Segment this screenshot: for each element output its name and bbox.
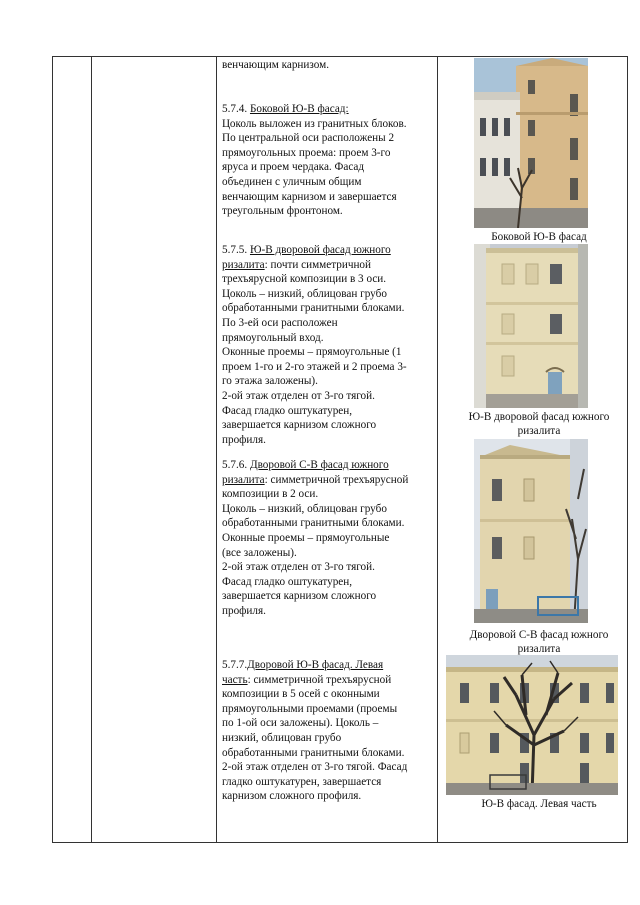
section-line: прямоугольный вход. <box>222 331 324 344</box>
table-border-col2 <box>91 56 92 843</box>
section-line: профиля. <box>222 604 266 617</box>
section-number: 5.7.7. <box>222 659 248 671</box>
section-line: низкий, облицован грубо <box>222 731 342 744</box>
photo-facade-left-part <box>446 655 618 795</box>
section-title-cont: часть <box>222 673 248 686</box>
section-heading <box>222 658 436 673</box>
section-title: Дворовой Ю-В фасад. Левая <box>247 659 384 671</box>
section-title-cont: ризалита <box>222 258 265 271</box>
section-heading-cont <box>222 673 436 688</box>
section-line: Цоколь – низкий, облицован грубо <box>222 502 387 515</box>
section-line: Цоколь – низкий, облицован грубо <box>222 287 387 300</box>
section-line: яруса и проем чердака. Фасад <box>222 161 365 174</box>
section-line: треугольным фронтоном. <box>222 205 343 218</box>
photo-courtyard-facade-ne <box>474 439 588 623</box>
section-line: Оконные проемы – прямоугольные <box>222 531 390 544</box>
section-line: 2-ой этаж отделен от 3-го тягой. <box>222 389 375 402</box>
photo-caption <box>441 628 637 656</box>
section-title: Боковой Ю-В фасад: <box>249 103 349 115</box>
photo-caption-text: Боковой Ю-В фасад <box>491 231 587 243</box>
top-text-block <box>222 58 436 73</box>
section-line: по 1-ой оси заложены). Цоколь – <box>222 717 379 730</box>
table-border-col3 <box>216 56 217 843</box>
section-heading-cont <box>222 258 436 273</box>
section-title: Дворовой С-В фасад южного <box>249 459 389 471</box>
section-line: композиции в 5 осей с оконными <box>222 688 380 701</box>
section-line: трехъярусной композиции в 3 оси. <box>222 273 387 286</box>
section-line: прямоугольными проемами (проемы <box>222 702 398 715</box>
photo-caption <box>441 230 637 244</box>
section-line: венчающим карнизом и завершается <box>222 190 397 203</box>
section-line: объединен с уличным общим <box>222 175 362 188</box>
section-line: Фасад гладко оштукатурен, <box>222 404 353 417</box>
photo-caption-line: ризалита <box>517 425 561 437</box>
section-title-rest: : почти симметричной <box>264 258 372 271</box>
table-border-top <box>52 56 628 57</box>
section-title: Ю-В дворовой фасад южного <box>249 244 391 256</box>
section-heading <box>222 243 436 258</box>
section-number: 5.7.6. <box>222 459 248 471</box>
section-line: Оконные проемы – прямоугольные (1 <box>222 346 402 359</box>
section-5-7-5 <box>222 243 436 447</box>
photo-caption-line: ризалита <box>517 643 561 655</box>
section-title-rest: : симметричной трехъярусной <box>247 673 392 686</box>
section-title-rest: : симметричной трехъярусной <box>264 473 409 486</box>
table-border-bottom <box>52 842 628 843</box>
photo-caption-line: Ю-В дворовой фасад южного <box>468 411 610 423</box>
section-line: завершается карнизом сложного <box>222 419 377 432</box>
photo-caption <box>441 410 637 438</box>
photo-caption <box>441 797 637 811</box>
section-line: прямоугольных проема: проем 3-го <box>222 146 391 159</box>
section-title-cont: ризалита <box>222 473 265 486</box>
table-border-col4 <box>437 56 438 843</box>
section-line: 2-ой этаж отделен от 3-го тягой. <box>222 561 375 574</box>
section-line: проем 1-го и 2-го этажей и 2 проема 3- <box>222 360 407 373</box>
top-text: венчающим карнизом. <box>222 59 330 71</box>
section-line: Фасад гладко оштукатурен, <box>222 575 353 588</box>
section-line: обработанными гранитными блоками. <box>222 517 405 530</box>
section-line: карнизом сложного профиля. <box>222 790 362 803</box>
section-line: Цоколь выложен из гранитных блоков. <box>222 117 407 130</box>
table-border-right <box>627 56 628 843</box>
photo-caption-text: Ю-В фасад. Левая часть <box>481 798 597 810</box>
photo-side-facade <box>474 58 588 228</box>
section-line: По центральной оси расположены 2 <box>222 132 395 145</box>
section-line: профиля. <box>222 433 266 446</box>
section-heading <box>222 102 436 117</box>
section-line: го этажа заложены). <box>222 375 318 388</box>
table-border-left <box>52 56 53 843</box>
section-5-7-4 <box>222 102 436 219</box>
section-number: 5.7.5. <box>222 244 248 256</box>
section-5-7-6 <box>222 458 436 619</box>
section-heading <box>222 458 436 473</box>
section-line: завершается карнизом сложного <box>222 590 377 603</box>
section-heading-cont <box>222 473 436 488</box>
photo-courtyard-facade-se <box>474 244 588 408</box>
section-line: гладко оштукатурен, завершается <box>222 775 382 788</box>
section-line: обработанными гранитными блоками. <box>222 746 405 759</box>
section-line: композиции в 2 оси. <box>222 488 319 501</box>
section-number: 5.7.4. <box>222 103 248 115</box>
section-line: 2-ой этаж отделен от 3-го тягой. Фасад <box>222 761 408 774</box>
section-line: (все заложены). <box>222 546 297 559</box>
section-line: По 3-ей оси расположен <box>222 316 338 329</box>
section-line: обработанными гранитными блоками. <box>222 302 405 315</box>
photo-caption-line: Дворовой С-В фасад южного <box>469 629 609 641</box>
section-5-7-7 <box>222 658 436 804</box>
